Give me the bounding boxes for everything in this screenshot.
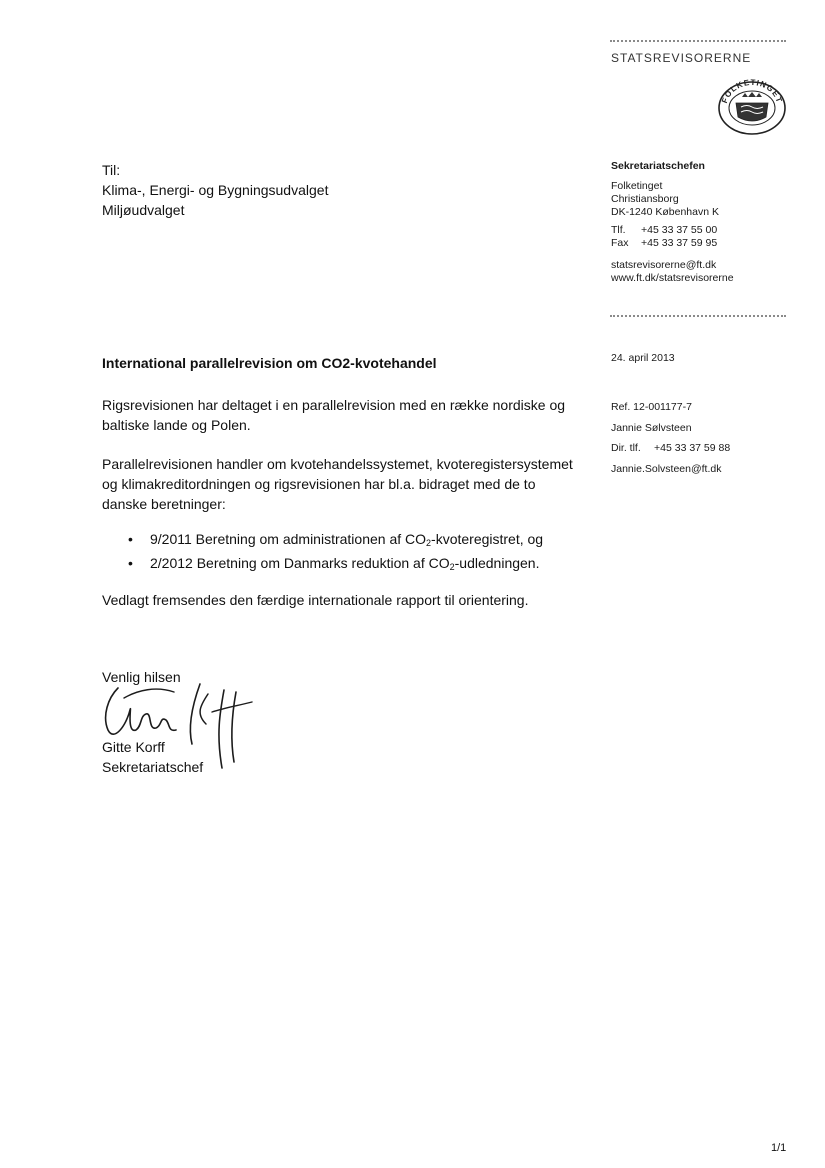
header-rule-top [610,40,786,42]
bullet-icon: • [128,531,133,547]
recipient-line: Klima-, Energi- og Bygningsudvalget [102,182,329,198]
sender-address-line: Folketinget [611,180,663,192]
sender-fax-row [611,237,734,250]
signer-name: Gitte Korff [102,739,165,755]
body-paragraph-2: Parallelrevisionen handler om kvotehandelssystemet, kvoteregistersystemet og klimakreditordningen og rigsrevisionen har bl.a. bidraget med de to danske beretninger: [102,456,573,512]
closing-greeting: Venlig hilsen [102,669,181,685]
body-paragraph-3: Vedlagt fremsendes den færdige internationale rapport til orientering. [102,592,529,608]
sender-email: statsrevisorerne@ft.dk [611,259,717,271]
organization-name: STATSREVISORERNE [611,51,752,65]
seal-text: FOLKETINGET [719,77,785,105]
recipient-block [102,160,328,220]
recipient-line: Miljøudvalget [102,202,185,218]
bullet-icon: • [128,555,133,571]
sender-block [611,160,734,285]
letter-date: 24. april 2013 [611,352,675,364]
body-paragraph-1: Rigsrevisionen har deltaget i en parallelrevision med en række nordiske og baltiske lande og Polen. [102,397,566,433]
direct-phone-number: +45 33 37 59 88 [654,442,731,454]
recipient-label: Til: [102,162,121,178]
list-item-text: 2/2012 Beretning om Danmarks reduktion af $CO_2$-udledningen. [150,555,540,572]
letter-subject: International parallelrevision om CO2-kvotehandel [102,355,437,371]
phone-label: Tlf. [611,224,626,236]
signer-title: Sekretariatschef [102,759,204,775]
reference-block [611,397,730,479]
folketinget-seal [716,77,788,135]
contact-email: Jannie.Solvsteen@ft.dk [611,462,722,475]
sender-phone-row [611,224,734,237]
list-item-text: 9/2011 Beretning om administrationen af $CO_2$-kvoteregistret, og [150,531,544,548]
phone-number: +45 33 37 55 00 [641,224,718,236]
direct-phone-label: Dir. tlf. [611,442,641,454]
handwritten-signature [96,672,266,772]
sender-address-line: DK-1240 København K [611,206,719,218]
sender-title: Sekretariatschefen [611,160,705,172]
report-list [102,529,543,577]
page-number: 1/1 [771,1142,787,1154]
list-item [102,529,543,553]
contact-name: Jannie Sølvsteen [611,421,692,434]
header-rule-bottom [610,315,786,317]
fax-number: +45 33 37 59 95 [641,237,718,249]
reference-number: Ref. 12-001177-7 [611,401,692,413]
direct-phone-row [611,438,730,459]
list-item [102,553,543,577]
fax-label: Fax [611,237,629,249]
sender-website: www.ft.dk/statsrevisorerne [611,272,734,284]
sender-address-line: Christiansborg [611,193,679,205]
